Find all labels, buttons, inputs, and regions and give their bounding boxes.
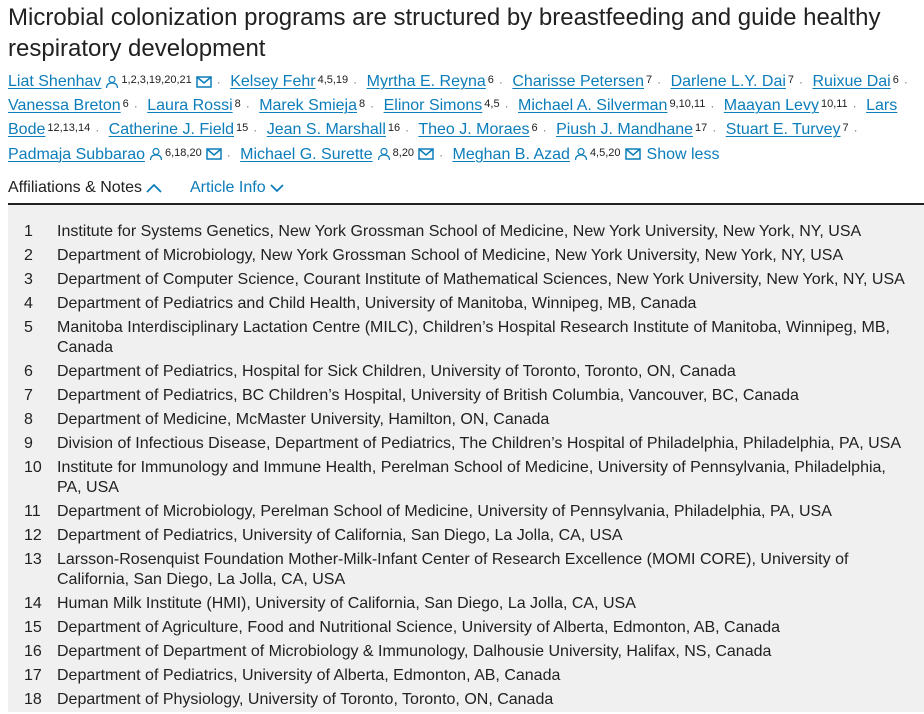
chevron-down-icon bbox=[269, 182, 285, 194]
author-separator: · bbox=[370, 99, 375, 114]
affiliation-item bbox=[8, 246, 908, 266]
affiliation-text: Department of Pediatrics, University of California, San Diego, La Jolla, CA, USA bbox=[57, 527, 623, 544]
author-affiliation-refs: 17 bbox=[695, 122, 708, 135]
affiliation-number: 8 bbox=[24, 411, 33, 428]
affiliation-item bbox=[8, 362, 908, 382]
author-name-link[interactable]: Liat Shenhav bbox=[8, 73, 102, 90]
affiliation-text: Human Milk Institute (HMI), University of California, San Diego, La Jolla, CA, USA bbox=[57, 595, 636, 612]
affiliation-number: 3 bbox=[24, 271, 33, 288]
author-name-link[interactable]: Vanessa Breton bbox=[8, 97, 121, 115]
author-affiliation-refs: 6 bbox=[122, 98, 129, 111]
affiliation-item bbox=[8, 386, 908, 406]
author-affiliation-refs: 8 bbox=[359, 98, 366, 111]
author-separator: · bbox=[710, 99, 715, 114]
affiliation-text: Department of Department of Microbiology & Immunology, Dalhousie University, Halifax, NS, Canada bbox=[57, 643, 772, 660]
affiliation-number: 1 bbox=[24, 223, 33, 240]
affiliation-number: 11 bbox=[24, 503, 41, 520]
tab-affiliations-label: Affiliations & Notes bbox=[8, 179, 142, 196]
author-entry bbox=[259, 97, 365, 114]
author-affiliation-refs: 12,13,14 bbox=[47, 122, 91, 135]
author-affiliation-refs: 8 bbox=[234, 98, 241, 111]
author-entry bbox=[812, 73, 898, 90]
author-entry bbox=[518, 97, 705, 114]
affiliation-number: 9 bbox=[24, 435, 33, 452]
author-entry bbox=[384, 97, 500, 114]
affiliation-item bbox=[8, 526, 908, 546]
author-entry bbox=[724, 97, 848, 114]
affiliation-text: Department of Medicine, McMaster University, Hamilton, ON, Canada bbox=[57, 411, 550, 428]
author-affiliation-refs: 6 bbox=[892, 74, 899, 86]
author-separator: · bbox=[133, 99, 138, 114]
person-icon bbox=[377, 147, 391, 161]
author-name-link[interactable]: Marek Smieja bbox=[259, 97, 358, 115]
affiliation-text: Department of Microbiology, New York Grossman School of Medicine, New York University, New York, NY, USA bbox=[57, 247, 844, 264]
author-entry bbox=[8, 97, 129, 114]
affiliation-item bbox=[8, 434, 908, 454]
author-separator: · bbox=[542, 123, 547, 138]
affiliation-number: 16 bbox=[24, 643, 42, 660]
author-separator: · bbox=[353, 75, 358, 89]
affiliation-text: Department of Pediatrics, Hospital for Sick Children, University of Toronto, Toronto, ON, Canada bbox=[57, 363, 736, 380]
affiliation-text: Department of Physiology, University of Toronto, Toronto, ON, Canada bbox=[57, 691, 554, 708]
author-separator: · bbox=[95, 123, 100, 138]
author-name-link[interactable]: Michael G. Surette bbox=[240, 145, 373, 163]
author-name-link[interactable]: Kelsey Fehr bbox=[230, 73, 316, 90]
affiliation-text: Institute for Immunology and Immune Health, Perelman School of Medicine, University of Pennsylvania, Philadelphia, PA, USA bbox=[57, 459, 886, 496]
author-affiliation-refs: 7 bbox=[787, 74, 795, 86]
author-affiliation-refs: 1,2,3,19,20,21 bbox=[121, 74, 192, 86]
affiliation-item bbox=[8, 618, 908, 638]
affiliation-number: 17 bbox=[24, 667, 42, 684]
author-list bbox=[8, 70, 920, 167]
author-entry bbox=[556, 121, 707, 138]
author-name-link[interactable]: Padmaja Subbarao bbox=[8, 145, 145, 163]
affiliation-text: Institute for Systems Genetics, New York Grossman School of Medicine, New York University, New York, NY, USA bbox=[57, 223, 862, 240]
affiliation-item bbox=[8, 550, 908, 590]
affiliation-item bbox=[8, 410, 908, 430]
author-name-link[interactable]: Catherine J. Field bbox=[108, 121, 235, 139]
affiliation-text: Department of Computer Science, Courant Institute of Mathematical Sciences, New York University, New York, NY, USA bbox=[57, 271, 905, 288]
author-affiliation-refs: 7 bbox=[842, 122, 849, 135]
affiliation-item bbox=[8, 642, 908, 662]
affiliation-number: 13 bbox=[24, 551, 42, 568]
author-separator: · bbox=[405, 123, 410, 138]
author-entry bbox=[8, 73, 212, 90]
affiliation-item bbox=[8, 270, 908, 290]
author-affiliation-refs: 6,18,20 bbox=[164, 146, 202, 159]
author-entry bbox=[512, 73, 652, 90]
author-affiliation-refs: 10,11 bbox=[820, 98, 848, 111]
author-affiliation-refs: 4,5 bbox=[484, 98, 500, 111]
author-entry bbox=[453, 146, 641, 163]
person-icon bbox=[105, 75, 119, 89]
affiliation-text: Department of Pediatrics and Child Health, University of Manitoba, Winnipeg, MB, Canada bbox=[57, 295, 697, 312]
author-entry bbox=[671, 73, 794, 90]
affiliation-number: 7 bbox=[24, 387, 33, 404]
affiliation-item bbox=[8, 594, 908, 614]
affiliation-number: 10 bbox=[24, 459, 42, 476]
author-affiliation-refs: 6 bbox=[531, 122, 538, 135]
author-separator: · bbox=[853, 123, 858, 138]
author-affiliation-refs: 15 bbox=[236, 122, 249, 135]
tab-bar bbox=[8, 178, 285, 198]
mail-icon[interactable] bbox=[206, 148, 222, 160]
mail-icon[interactable] bbox=[625, 148, 641, 160]
affiliation-item bbox=[8, 318, 908, 358]
author-name-link[interactable]: Charisse Petersen bbox=[512, 73, 644, 90]
tab-article-info-label: Article Info bbox=[190, 179, 266, 196]
author-separator: · bbox=[712, 123, 717, 138]
author-entry bbox=[267, 121, 400, 138]
affiliation-number: 12 bbox=[24, 527, 42, 544]
author-name-link[interactable]: Myrtha E. Reyna bbox=[366, 73, 486, 90]
author-separator: · bbox=[852, 99, 857, 114]
author-entry bbox=[367, 73, 494, 90]
affiliation-item bbox=[8, 690, 908, 710]
author-entry bbox=[418, 121, 537, 138]
author-separator: · bbox=[657, 75, 662, 89]
affiliation-number: 5 bbox=[24, 319, 33, 336]
tab-article-info[interactable] bbox=[190, 179, 285, 197]
affiliation-text: Department of Pediatrics, BC Children’s Hospital, University of British Columbia, Vancouver, BC, Canada bbox=[57, 387, 799, 404]
author-separator: · bbox=[799, 75, 804, 89]
author-name-link[interactable]: Darlene L.Y. Dai bbox=[670, 73, 786, 90]
author-entry bbox=[240, 146, 434, 163]
tab-affiliations-notes[interactable] bbox=[8, 179, 163, 197]
person-icon bbox=[574, 147, 588, 161]
show-less-link[interactable]: Show less bbox=[646, 145, 720, 163]
author-separator: · bbox=[245, 99, 250, 114]
affiliation-number: 15 bbox=[24, 619, 42, 636]
author-separator: · bbox=[903, 75, 908, 89]
affiliation-item bbox=[8, 458, 908, 498]
affiliation-text: Division of Infectious Disease, Department of Pediatrics, The Children’s Hospital of Philadelphia, Philadelphia, PA, USA bbox=[57, 435, 901, 452]
author-entry bbox=[726, 121, 849, 138]
author-entry bbox=[230, 73, 348, 90]
mail-icon[interactable] bbox=[196, 76, 212, 88]
mail-icon[interactable] bbox=[418, 148, 434, 160]
author-separator: · bbox=[253, 123, 258, 138]
author-name-link[interactable]: Elinor Simons bbox=[383, 97, 483, 115]
author-affiliation-refs: 6 bbox=[487, 74, 494, 86]
author-separator: · bbox=[504, 99, 509, 114]
chevron-up-icon bbox=[145, 182, 163, 194]
affiliation-text: Department of Microbiology, Perelman School of Medicine, University of Pennsylvania, Philadelphia, PA, USA bbox=[57, 503, 832, 520]
author-affiliation-refs: 8,20 bbox=[392, 146, 415, 159]
author-name-link[interactable]: Theo J. Moraes bbox=[418, 121, 530, 139]
affiliation-number: 2 bbox=[24, 247, 33, 264]
affiliation-number: 4 bbox=[24, 295, 33, 312]
author-name-link[interactable]: Jean S. Marshall bbox=[266, 121, 386, 139]
author-entry bbox=[109, 121, 249, 138]
author-separator: · bbox=[439, 147, 444, 162]
author-name-link[interactable]: Ruixue Dai bbox=[812, 73, 891, 90]
author-affiliation-refs: 9,10,11 bbox=[669, 98, 706, 111]
affiliation-item bbox=[8, 294, 908, 314]
author-name-link[interactable]: Michael A. Silverman bbox=[518, 97, 668, 115]
author-affiliation-refs: 16 bbox=[387, 122, 401, 135]
affiliation-number: 18 bbox=[24, 691, 42, 708]
author-separator: · bbox=[498, 75, 503, 89]
author-name-link[interactable]: Meghan B. Azad bbox=[452, 145, 570, 163]
affiliation-number: 6 bbox=[24, 363, 33, 380]
author-name-link[interactable]: Lars Bode bbox=[8, 97, 898, 139]
affiliation-item bbox=[8, 222, 908, 242]
author-name-link[interactable]: Piush J. Mandhane bbox=[556, 121, 694, 139]
affiliation-number: 14 bbox=[24, 595, 42, 612]
author-name-link[interactable]: Maayan Levy bbox=[723, 97, 819, 115]
person-icon bbox=[149, 147, 163, 161]
author-name-link[interactable]: Laura Rossi bbox=[147, 97, 233, 115]
author-name-link[interactable]: Stuart E. Turvey bbox=[725, 121, 841, 139]
article-title: Microbial colonization programs are structured by breastfeeding and guide healthy respiratory development bbox=[8, 4, 881, 62]
affiliation-text: Department of Agriculture, Food and Nutritional Science, University of Alberta, Edmonton, AB, Canada bbox=[57, 619, 781, 636]
author-affiliation-refs: 4,5,20 bbox=[589, 146, 621, 159]
affiliation-text: Manitoba Interdisciplinary Lactation Centre (MILC), Children’s Hospital Research Institute of Manitoba, Winnipeg, MB, Canada bbox=[57, 319, 890, 356]
affiliations-panel bbox=[8, 205, 924, 712]
author-separator: · bbox=[226, 147, 231, 162]
author-affiliation-refs: 7 bbox=[645, 74, 653, 86]
affiliation-item bbox=[8, 666, 908, 686]
author-entry bbox=[8, 146, 222, 163]
affiliations-list bbox=[8, 222, 908, 714]
author-separator: · bbox=[216, 75, 221, 89]
author-affiliation-refs: 4,5,19 bbox=[317, 74, 349, 86]
affiliation-text: Larsson-Rosenquist Foundation Mother-Milk-Infant Center of Research Excellence (MOMI CORE), University of California, San Diego, La Jolla, CA, USA bbox=[57, 551, 849, 588]
affiliation-item bbox=[8, 502, 908, 522]
author-entry bbox=[147, 97, 241, 114]
affiliation-text: Department of Pediatrics, University of Alberta, Edmonton, AB, Canada bbox=[57, 667, 561, 684]
